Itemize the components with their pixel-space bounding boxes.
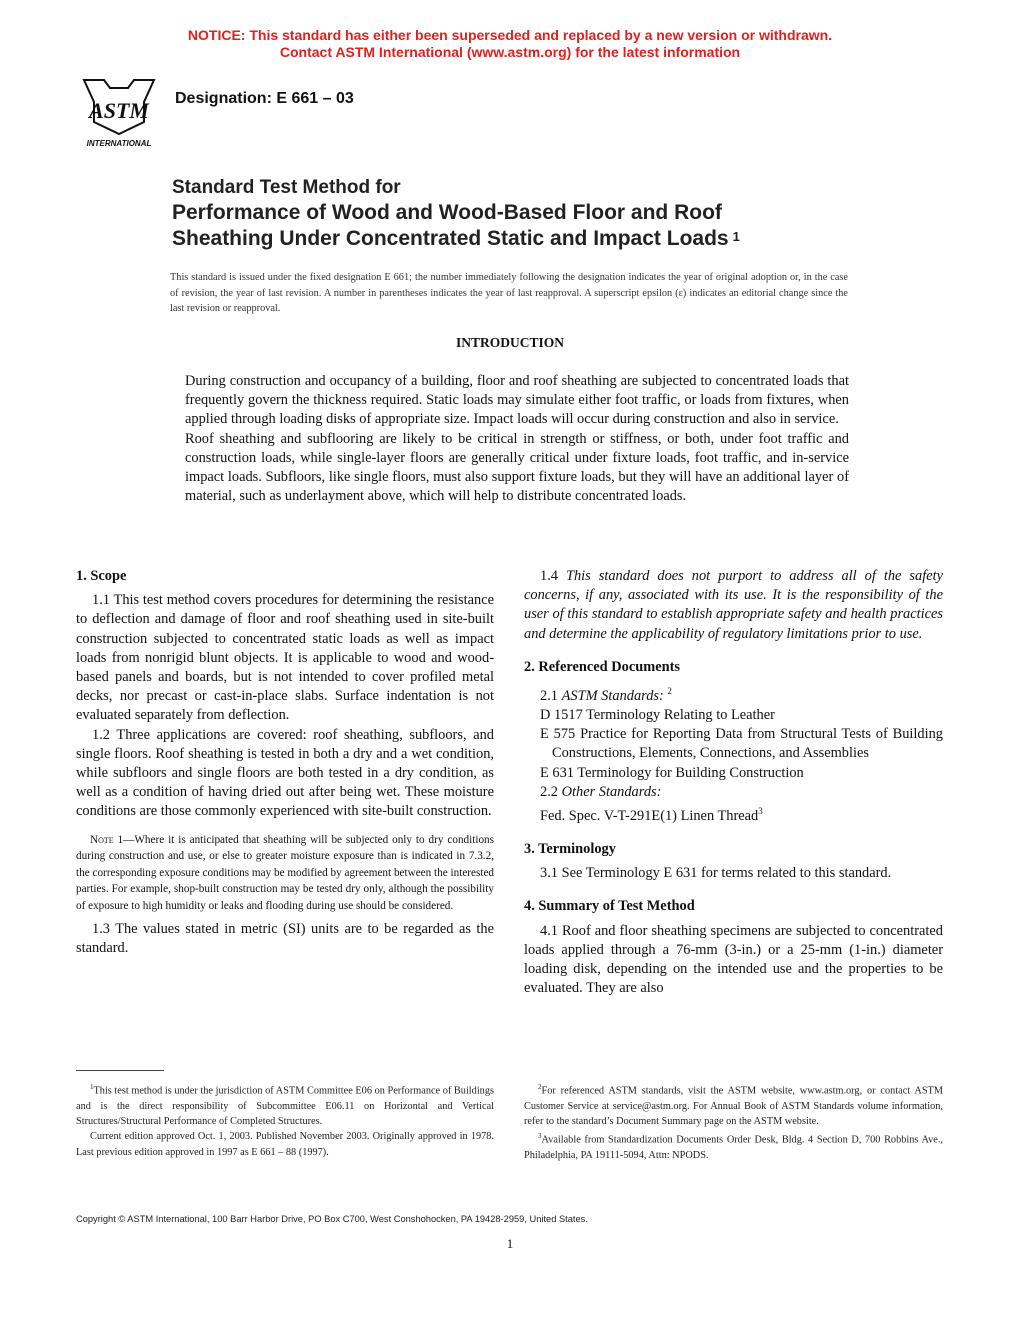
section-2-2	[524, 783, 943, 802]
footnote-2	[524, 1080, 943, 1129]
section-1-1: 1.1 This test method covers procedures for determining the resistance to deflection and damage of floor and roof sheathing used in site-built construction subjected to concentrated static loads as well as impact loads from nonrigid blunt objects. It is applicable to wood and wood-based panels and boards, but is not intended to cover profiled metal decks, nor precast or cast-in-place slabs. Surface indentation is not evaluated separately from deflection.	[76, 592, 494, 724]
page-number: 1	[506, 1236, 514, 1251]
logo-letters: ASTM	[89, 98, 149, 123]
footnotes-left	[76, 1080, 494, 1160]
left-column	[76, 567, 494, 959]
section-2-2-title: Other Standards:	[561, 783, 662, 800]
footnote-3	[524, 1129, 943, 1163]
section-2-2-number: 2.2	[540, 783, 558, 800]
notice-line-2: Contact ASTM International (www.astm.org) for the latest information	[279, 44, 741, 60]
designation: Designation: E 661 – 03	[175, 90, 354, 107]
terminology-heading: 3. Terminology	[524, 841, 616, 858]
footnote-3-number: 3	[538, 1132, 542, 1141]
footnote-2-text: For referenced ASTM standards, visit the ASTM website, www.astm.org, or contact ASTM Customer Service at service@astm.org. For Annual Book of ASTM Standards volume information, refer to the standard’s Document Summary page on the ASTM website.	[524, 1085, 943, 1128]
title-line-1: Standard Test Method for	[172, 177, 401, 198]
section-2-1-footnote-ref: 2	[667, 686, 672, 697]
section-4-1: 4.1 Roof and floor sheathing specimens are subjected to concentrated loads applied through a 76-mm (3-in.) or a 25-mm (1-in.) diameter loading disk, depending on the intended use and the properties to be evaluated. They are also	[524, 922, 943, 997]
section-1-4	[524, 567, 943, 644]
footnote-1-text: This test method is under the jurisdiction of ASTM Committee E06 on Performance of Buildings and is the direct responsibility of Subcommittee E06.11 on Horizontal and Vertical Structures/Structural Performance of Completed Structures.	[76, 1085, 494, 1128]
note-1-text: —Where it is anticipated that sheathing will be subjected only to dry conditions during construction and use, or else to greater moisture exposure than is indicated in 7.3.2, the corresponding exposure conditions may be modified by agreement between the interested parties. For example, shop-built construction may be tested dry only, although the possibility of exposure to high humidity or leaks and flooding during use should be considered.	[76, 833, 494, 912]
copyright: Copyright © ASTM International, 100 Barr Harbor Drive, PO Box C700, West Conshohocken, PA 19428-2959, United States.	[76, 1214, 588, 1224]
footnotes-right	[524, 1080, 943, 1163]
intro-paragraph-2: Roof sheathing and subflooring are likely to be critical in strength or stiffness, or both, under foot traffic and construction loads, while single-layer floors are generally critical under fixture loads, foot traffic, and in-service impact loads. Subfloors, like single floors, must also support fixture loads, but they will have an additional layer of material, such as underlayment above, which will help to distribute concentrated loads.	[185, 430, 849, 505]
footnote-2-number: 2	[538, 1083, 542, 1091]
document-title	[172, 176, 892, 252]
title-line-2: Performance of Wood and Wood-Based Floor and Roof	[172, 201, 722, 224]
astm-logo	[74, 74, 164, 150]
footnote-1-edition: Current edition approved Oct. 1, 2003. Published November 2003. Originally approved in 1978. Last previous edition approved in 1997 as E 661 – 88 (1997).	[76, 1131, 494, 1158]
referenced-documents-heading: 2. Referenced Documents	[524, 658, 680, 675]
summary-heading: 4. Summary of Test Method	[524, 898, 695, 915]
section-2-1	[524, 682, 943, 706]
note-1-label: Note 1	[90, 833, 124, 846]
section-2-1-title: ASTM Standards:	[561, 687, 664, 704]
footnote-rule-left	[76, 1070, 164, 1071]
title-footnote-ref: 1	[732, 229, 740, 244]
logo-caption: INTERNATIONAL	[86, 139, 152, 148]
issued-note: This standard is issued under the fixed designation E 661; the number immediately following the designation indicates the year of original adoption or, in the case of revision, the year of last revision. A number in parentheses indicates the year of last reapproval. A superscript epsilon (ε) indicates an editorial change since the last revision or reapproval.	[170, 272, 848, 314]
footnote-1	[76, 1080, 494, 1129]
footnote-1-number: 1	[90, 1083, 94, 1091]
ref-e575: E 575 Practice for Reporting Data from Structural Tests of Building Constructions, Elements, Connections, and Assemblies	[540, 726, 943, 762]
introduction-body	[185, 372, 849, 506]
section-1-4-text: This standard does not purport to address all of the safety concerns, if any, associated with its use. It is the responsibility of the user of this standard to establish appropriate safety and health practices and determine the applicability of regulatory limitations prior to use.	[524, 568, 943, 642]
introduction-heading: INTRODUCTION	[455, 335, 564, 350]
right-column	[524, 567, 943, 998]
ref-fed-spec	[524, 802, 943, 826]
footnote-3-text: Available from Standardization Documents Order Desk, Bldg. 4 Section D, 700 Robbins Ave., Philadelphia, PA 19111-5094, Attn: NPODS.	[524, 1134, 943, 1162]
astm-logo-icon	[74, 74, 164, 150]
ref-fed-spec-footnote-ref: 3	[758, 806, 763, 817]
section-1-2: 1.2 Three applications are covered: roof sheathing, subfloors, and single floors. Roof sheathing is tested in both a dry and a wet condition, while subfloors and single floors are both tested in a dry condition, as well as a condition of having dried out after being wet. These moisture conditions are those commonly experienced with site-built construction.	[76, 726, 494, 820]
title-line-3: Sheathing Under Concentrated Static and Impact Loads	[172, 227, 729, 250]
ref-d1517: D 1517 Terminology Relating to Leather	[540, 707, 775, 724]
scope-heading: 1. Scope	[76, 568, 127, 584]
intro-paragraph-1: During construction and occupancy of a building, floor and roof sheathing are subjected to concentrated loads that frequently govern the thickness required. Static loads may simulate either foot traffic, or loads from fixtures, when applied through loading disks of appropriate size. Impact loads will occur during construction and also in service.	[185, 373, 849, 428]
ref-e631: E 631 Terminology for Building Construction	[540, 764, 804, 781]
note-1	[76, 832, 494, 915]
section-2-1-number: 2.1	[540, 687, 558, 704]
section-1-4-number: 1.4	[540, 568, 558, 584]
section-3-1: 3.1 See Terminology E 631 for terms related to this standard.	[540, 865, 892, 882]
section-1-3: 1.3 The values stated in metric (SI) units are to be regarded as the standard.	[76, 921, 494, 957]
withdrawal-notice	[0, 27, 1020, 61]
ref-fed-spec-text: Fed. Spec. V-T-291E(1) Linen Thread	[540, 807, 759, 824]
notice-line-1: NOTICE: This standard has either been superseded and replaced by a new version or withdrawn.	[187, 27, 833, 43]
